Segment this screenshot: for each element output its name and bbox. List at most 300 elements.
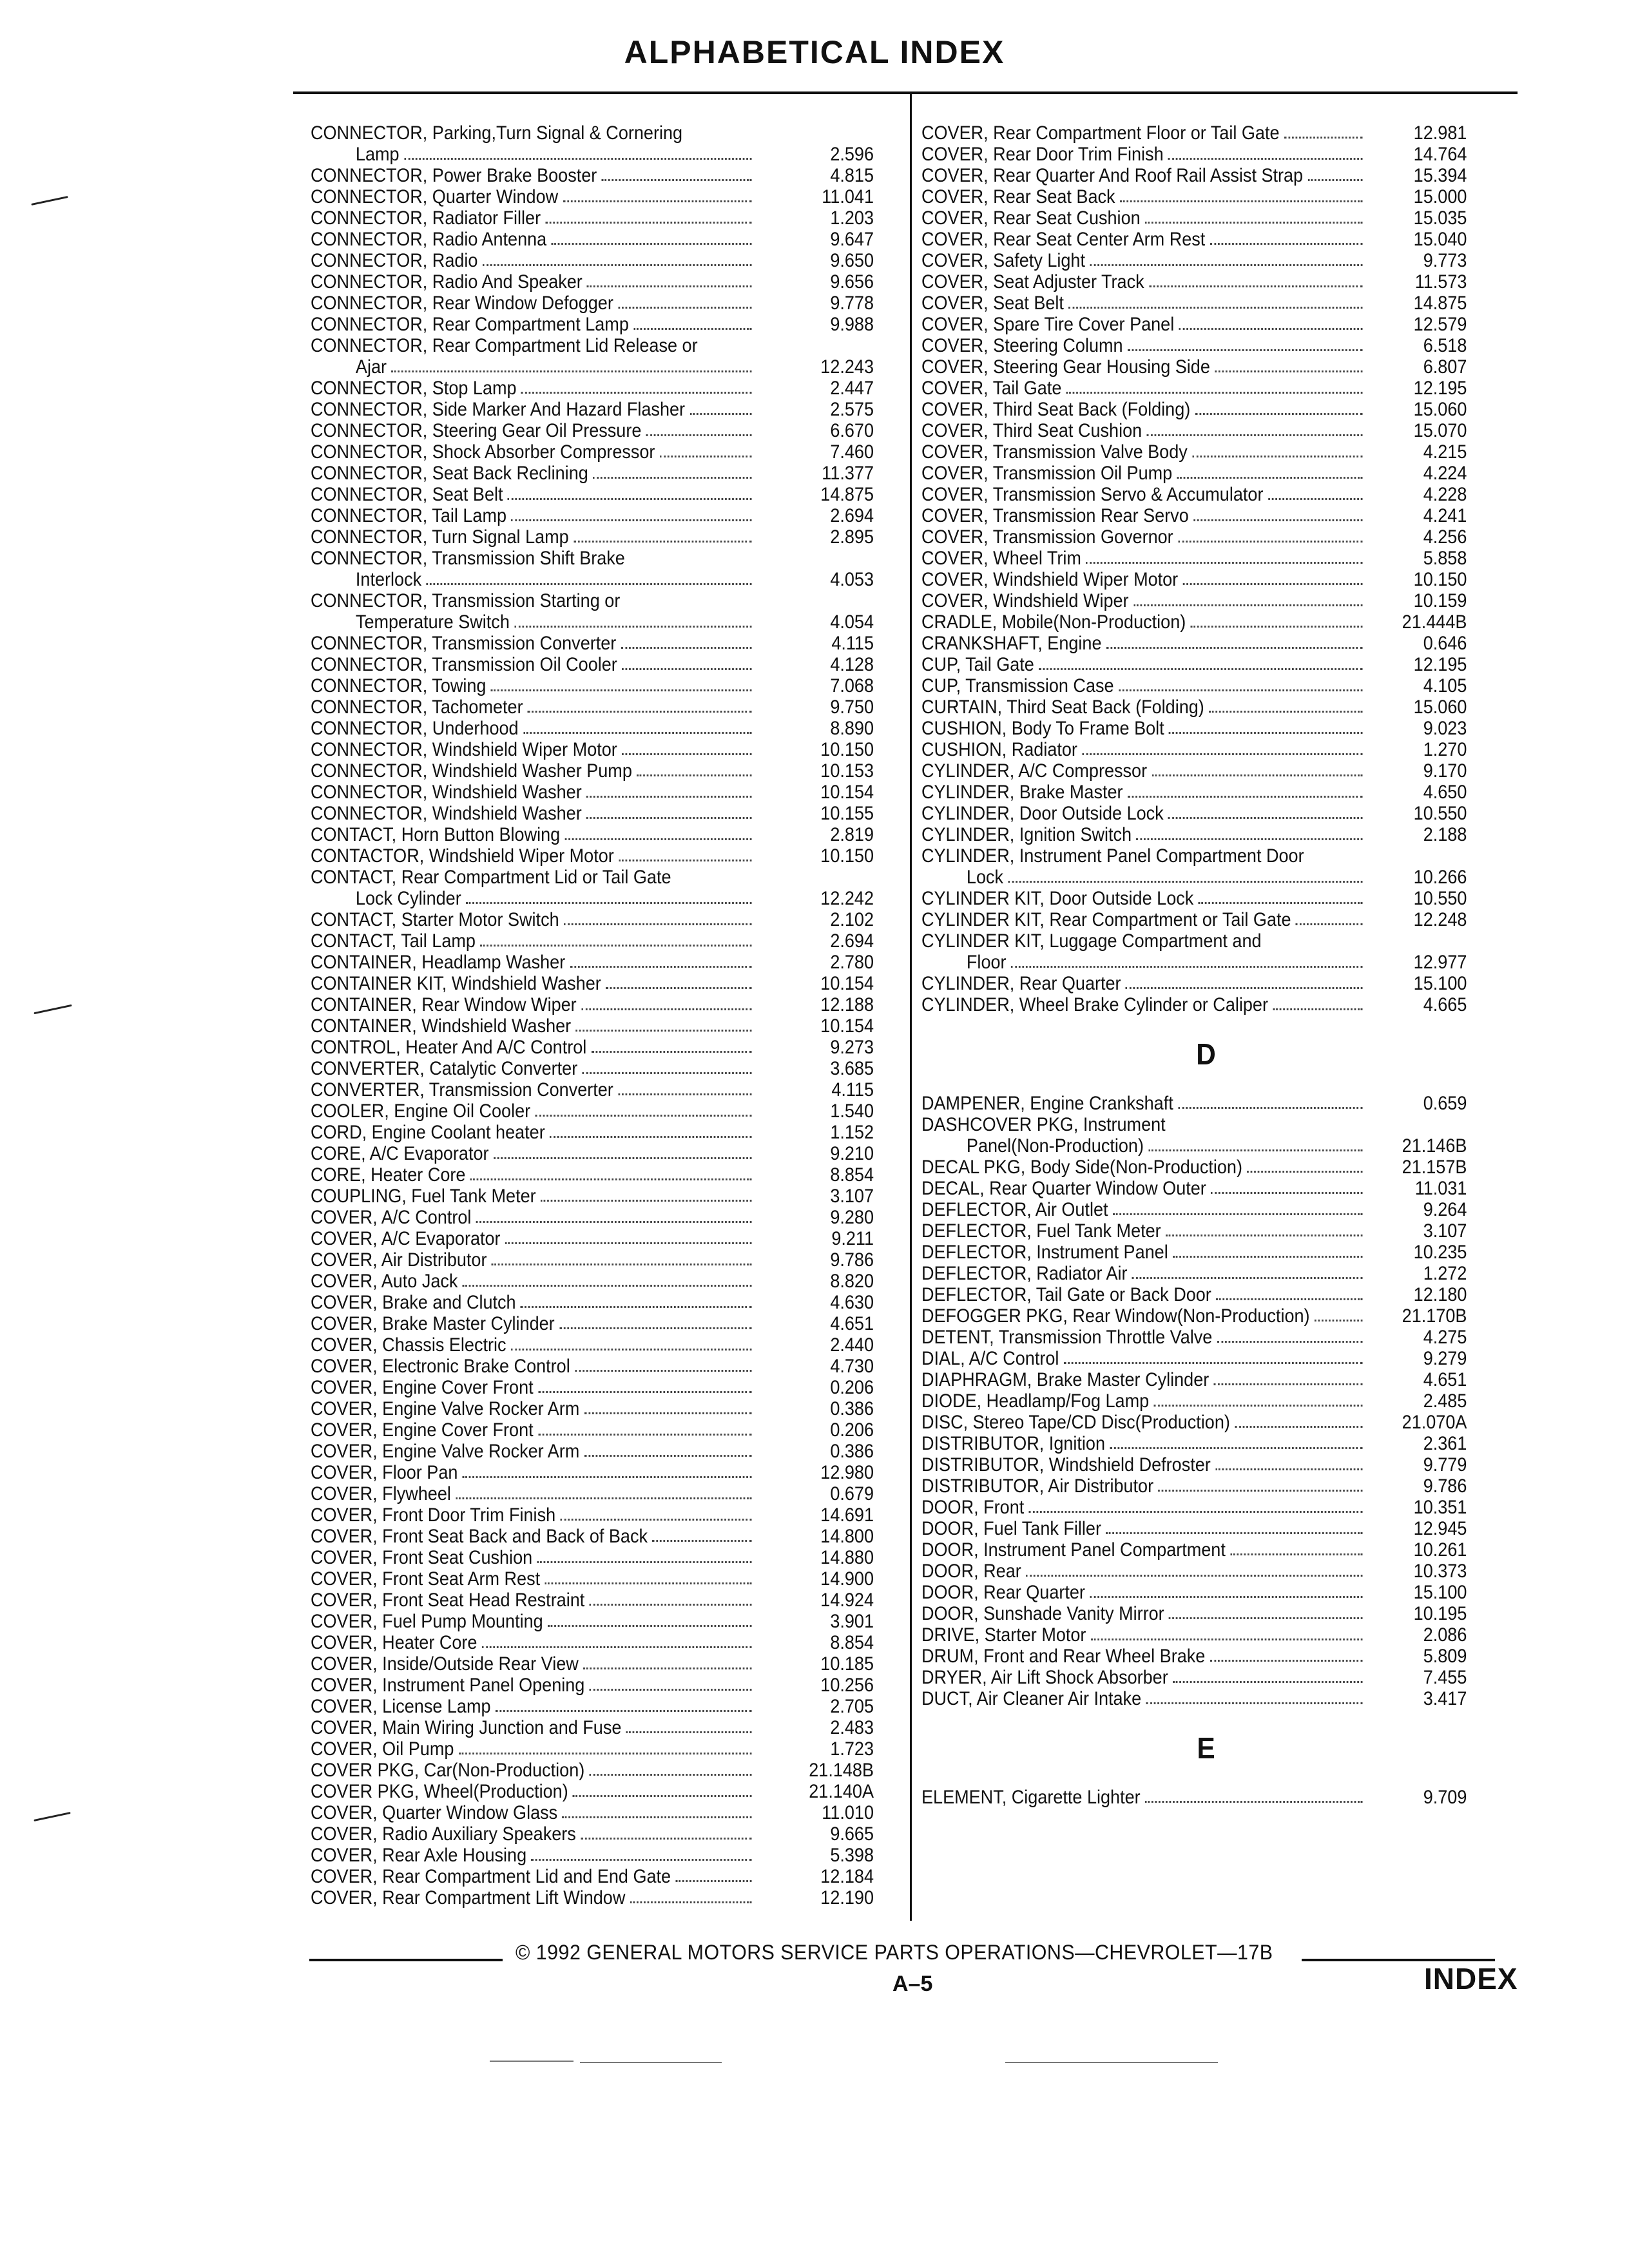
index-entry <box>921 293 1467 314</box>
entry-label: COVER, Oil Pump <box>311 1738 454 1760</box>
index-entry <box>921 144 1467 165</box>
index-entry <box>311 1313 874 1334</box>
entry-page-ref: 7.460 <box>830 441 874 463</box>
entry-page-ref: 4.054 <box>830 611 874 633</box>
dot-leader <box>404 158 752 160</box>
index-entry <box>311 1504 874 1526</box>
dot-leader <box>492 1264 752 1265</box>
dot-leader <box>1110 1447 1362 1449</box>
index-entry <box>921 930 1467 973</box>
entry-label: COVER, Floor Pan <box>311 1462 458 1483</box>
entry-label: CONNECTOR, Rear Compartment Lid Release or <box>311 335 698 356</box>
entry-label: COVER, Transmission Oil Pump <box>921 463 1173 484</box>
entry-page-ref: 11.573 <box>1414 271 1467 293</box>
index-entry <box>921 165 1467 186</box>
dot-leader <box>587 285 751 287</box>
index-entry <box>311 250 874 271</box>
entry-label: CONTAINER, Rear Window Wiper <box>311 994 577 1015</box>
index-entry <box>311 1249 874 1271</box>
entry-label: DEFLECTOR, Air Outlet <box>921 1199 1108 1220</box>
entry-page-ref: 21.140A <box>809 1781 874 1802</box>
dot-leader <box>552 243 752 245</box>
entry-page-ref: 12.980 <box>820 1462 874 1483</box>
dot-leader <box>1183 583 1363 585</box>
entry-label: CONNECTOR, Transmission Converter <box>311 633 617 654</box>
entry-label: COVER, Air Distributor <box>311 1249 487 1271</box>
dot-leader <box>618 307 751 309</box>
index-entry <box>311 229 874 250</box>
dot-leader <box>535 1115 752 1117</box>
entry-label: COVER, Third Seat Back (Folding) <box>921 399 1191 420</box>
entry-page-ref: 9.279 <box>1423 1348 1467 1369</box>
entry-page-ref: 9.786 <box>830 1249 874 1271</box>
index-entry <box>311 952 874 973</box>
entry-page-ref: 21.444B <box>1402 611 1467 633</box>
entry-label: CORE, A/C Evaporator <box>311 1143 489 1164</box>
entry-page-ref: 12.195 <box>1413 378 1467 399</box>
dot-leader <box>1029 1511 1363 1513</box>
page-number: A–5 <box>892 1972 933 1996</box>
dot-leader <box>1152 774 1362 776</box>
entry-page-ref: 10.185 <box>820 1653 874 1675</box>
dot-leader <box>1284 137 1363 139</box>
index-entry <box>311 1696 874 1717</box>
dot-leader <box>1214 1383 1363 1385</box>
entry-label: DISTRIBUTOR, Ignition <box>921 1433 1105 1454</box>
index-entry <box>921 569 1467 590</box>
dot-leader <box>583 1667 751 1669</box>
entry-page-ref: 21.157B <box>1402 1157 1467 1178</box>
entry-page-ref: 4.115 <box>831 1079 874 1100</box>
entry-page-ref: 1.272 <box>1423 1263 1467 1284</box>
dot-leader <box>494 1157 752 1159</box>
entry-label: COVER, Third Seat Cushion <box>921 420 1142 441</box>
index-entry <box>311 1568 874 1590</box>
dot-leader <box>1082 753 1362 755</box>
dot-leader <box>592 1051 752 1053</box>
entry-label: COVER, Transmission Servo & Accumulator <box>921 484 1264 505</box>
entry-page-ref: 2.575 <box>830 399 874 420</box>
entry-label: COVER, Electronic Brake Control <box>311 1356 570 1377</box>
entry-label: CONNECTOR, Seat Belt <box>311 484 503 505</box>
entry-page-ref: 9.211 <box>831 1228 874 1249</box>
entry-label: DOOR, Sunshade Vanity Mirror <box>921 1603 1164 1624</box>
index-entry <box>921 888 1467 909</box>
index-entry <box>921 505 1467 526</box>
dot-leader <box>1168 817 1362 819</box>
dot-leader <box>652 1540 751 1542</box>
index-entry <box>311 463 874 484</box>
entry-label: CUP, Transmission Case <box>921 675 1114 697</box>
index-entry <box>311 526 874 548</box>
dot-leader <box>1216 1298 1362 1300</box>
dot-leader <box>637 774 751 776</box>
entry-label: CYLINDER, Rear Quarter <box>921 973 1121 994</box>
entry-label: DOOR, Front <box>921 1497 1025 1518</box>
index-entry <box>921 739 1467 760</box>
header-rule <box>293 91 1518 94</box>
dot-leader <box>1066 392 1363 394</box>
dot-leader <box>1119 689 1363 691</box>
index-entry <box>311 1377 874 1398</box>
index-entry <box>921 314 1467 335</box>
entry-label-continued: Floor <box>966 952 1007 973</box>
dot-leader <box>545 222 751 224</box>
index-entry <box>311 484 874 505</box>
entry-label: COVER, Steering Column <box>921 335 1123 356</box>
index-entry <box>921 1348 1467 1369</box>
dot-leader <box>633 328 751 330</box>
dot-leader <box>1173 1256 1362 1258</box>
dot-leader <box>541 1200 751 1202</box>
dot-leader <box>1230 1553 1362 1555</box>
entry-page-ref: 7.455 <box>1423 1667 1467 1688</box>
dot-leader <box>1247 1171 1362 1173</box>
index-entry <box>311 1781 874 1802</box>
index-entry <box>311 1441 874 1462</box>
entry-label: CYLINDER KIT, Door Outside Lock <box>921 888 1194 909</box>
index-entry <box>921 229 1467 250</box>
index-entry <box>311 378 874 399</box>
index-entry <box>311 186 874 207</box>
entry-label: CORD, Engine Coolant heater <box>311 1122 545 1143</box>
entry-label: COVER, Brake Master Cylinder <box>311 1313 555 1334</box>
entry-page-ref: 10.150 <box>1413 569 1467 590</box>
index-entry <box>921 484 1467 505</box>
index-entry <box>311 1079 874 1100</box>
entry-page-ref: 2.361 <box>1423 1433 1467 1454</box>
entry-page-ref: 14.924 <box>820 1590 874 1611</box>
entry-label: COVER, Transmission Rear Servo <box>921 505 1189 526</box>
entry-page-ref: 8.890 <box>830 718 874 739</box>
index-list-d <box>921 1093 1467 1709</box>
dot-leader <box>1026 1575 1362 1577</box>
entry-page-ref: 10.256 <box>820 1675 874 1696</box>
dot-leader <box>560 1519 751 1521</box>
entry-page-ref: 15.394 <box>1413 165 1467 186</box>
entry-page-ref: 4.115 <box>831 633 874 654</box>
entry-label: COVER PKG, Wheel(Production) <box>311 1781 568 1802</box>
entry-page-ref: 2.447 <box>830 378 874 399</box>
dot-leader <box>564 923 751 925</box>
dot-leader <box>590 1689 752 1691</box>
entry-label: COUPLING, Fuel Tank Meter <box>311 1186 536 1207</box>
dot-leader <box>622 668 751 670</box>
dot-leader <box>1136 838 1362 840</box>
dot-leader <box>1154 1405 1363 1407</box>
index-entry <box>311 1100 874 1122</box>
index-entry <box>311 782 874 803</box>
index-entry <box>311 803 874 824</box>
entry-page-ref: 14.875 <box>1413 293 1467 314</box>
entry-label: DAMPENER, Engine Crankshaft <box>921 1093 1173 1114</box>
entry-label: DOOR, Instrument Panel Compartment <box>921 1539 1226 1561</box>
entry-label: COVER, License Lamp <box>311 1696 491 1717</box>
entry-page-ref: 12.248 <box>1413 909 1467 930</box>
entry-page-ref: 4.651 <box>830 1313 874 1334</box>
entry-label: COVER, Heater Core <box>311 1632 477 1653</box>
index-entry <box>921 633 1467 654</box>
entry-label: DECAL, Rear Quarter Window Outer <box>921 1178 1206 1199</box>
entry-label: CONNECTOR, Underhood <box>311 718 519 739</box>
entry-label: DEFLECTOR, Tail Gate or Back Door <box>921 1284 1211 1305</box>
entry-page-ref: 15.060 <box>1413 697 1467 718</box>
dot-leader <box>1132 1277 1363 1279</box>
dot-leader <box>1173 1681 1362 1683</box>
index-entry <box>921 1093 1467 1114</box>
index-entry <box>921 441 1467 463</box>
entry-label: CONTACT, Starter Motor Switch <box>311 909 559 930</box>
entry-label: CYLINDER KIT, Rear Compartment or Tail Gate <box>921 909 1291 930</box>
index-entry <box>311 1356 874 1377</box>
dot-leader <box>463 1285 752 1287</box>
index-entry <box>921 186 1467 207</box>
entry-label: COVER, Engine Valve Rocker Arm <box>311 1398 580 1419</box>
dot-leader <box>1192 456 1362 457</box>
entry-label: COVER, Front Seat Back and Back of Back <box>311 1526 648 1547</box>
entry-label: CONTAINER KIT, Windshield Washer <box>311 973 601 994</box>
entry-page-ref: 2.895 <box>830 526 874 548</box>
index-entry <box>311 654 874 675</box>
dot-leader <box>1145 1801 1362 1803</box>
index-entry <box>311 548 874 590</box>
entry-page-ref: 12.945 <box>1413 1518 1467 1539</box>
index-entry <box>921 1220 1467 1242</box>
dot-leader <box>1178 1107 1362 1109</box>
entry-label: CONNECTOR, Tail Lamp <box>311 505 507 526</box>
entry-label: COVER, Seat Belt <box>921 293 1064 314</box>
entry-page-ref: 5.858 <box>1423 548 1467 569</box>
entry-page-ref: 10.351 <box>1413 1497 1467 1518</box>
dot-leader <box>1195 413 1363 415</box>
dot-leader <box>1177 477 1363 479</box>
entry-page-ref: 15.000 <box>1413 186 1467 207</box>
index-entry <box>311 1887 874 1908</box>
entry-label: CONTACT, Rear Compartment Lid or Tail Gate <box>311 867 671 888</box>
dot-leader <box>1148 1149 1362 1151</box>
index-entry <box>921 1624 1467 1646</box>
entry-label: CYLINDER, Wheel Brake Cylinder or Caliper <box>921 994 1268 1015</box>
entry-label: CONNECTOR, Windshield Wiper Motor <box>311 739 617 760</box>
dot-leader <box>1158 1490 1362 1492</box>
index-entry <box>921 1327 1467 1348</box>
entry-label: DEFLECTOR, Instrument Panel <box>921 1242 1168 1263</box>
entry-page-ref: 3.417 <box>1423 1688 1467 1709</box>
entry-page-ref: 4.630 <box>830 1292 874 1313</box>
index-entry <box>921 973 1467 994</box>
dot-leader <box>574 541 751 543</box>
dot-leader <box>491 689 752 691</box>
index-entry <box>921 1454 1467 1475</box>
index-entry <box>921 1582 1467 1603</box>
entry-label: COVER, Engine Valve Rocker Arm <box>311 1441 580 1462</box>
entry-page-ref: 1.152 <box>830 1122 874 1143</box>
index-entry <box>311 760 874 782</box>
dot-leader <box>1133 604 1363 606</box>
entry-label: CUP, Tail Gate <box>921 654 1034 675</box>
entry-page-ref: 12.579 <box>1413 314 1467 335</box>
index-entry <box>921 845 1467 888</box>
dot-leader <box>1145 222 1362 224</box>
entry-label: DISC, Stereo Tape/CD Disc(Production) <box>921 1412 1230 1433</box>
entry-label: CONVERTER, Catalytic Converter <box>311 1058 578 1079</box>
dot-leader <box>1191 626 1363 628</box>
entry-page-ref: 4.053 <box>830 569 874 590</box>
index-list-left <box>311 122 874 1908</box>
entry-label: DEFOGGER PKG, Rear Window(Non-Production) <box>921 1305 1310 1327</box>
index-entry <box>311 505 874 526</box>
entry-page-ref: 4.730 <box>830 1356 874 1377</box>
entry-label: COVER, Rear Seat Back <box>921 186 1115 207</box>
index-entry <box>311 845 874 867</box>
dot-leader <box>511 1349 752 1350</box>
entry-page-ref: 8.854 <box>830 1632 874 1653</box>
entry-label: COVER, Inside/Outside Rear View <box>311 1653 579 1675</box>
dot-leader <box>511 519 751 521</box>
dot-leader <box>586 796 751 798</box>
dot-leader <box>660 456 752 457</box>
index-entry <box>921 356 1467 378</box>
entry-label: CONNECTOR, Windshield Washer <box>311 782 582 803</box>
entry-page-ref: 11.041 <box>822 186 874 207</box>
dot-leader <box>1086 562 1362 564</box>
index-entry <box>921 335 1467 356</box>
index-entry <box>311 1207 874 1228</box>
entry-page-ref: 10.159 <box>1413 590 1467 611</box>
index-column-right <box>921 122 1467 1808</box>
dot-leader <box>1210 243 1363 245</box>
entry-page-ref: 2.483 <box>830 1717 874 1738</box>
entry-page-ref: 12.190 <box>820 1887 874 1908</box>
entry-page-ref: 9.750 <box>830 697 874 718</box>
index-entry <box>311 1611 874 1632</box>
entry-label: COVER, Rear Quarter And Roof Rail Assist Strap <box>921 165 1304 186</box>
entry-label: CONTACT, Tail Lamp <box>311 930 476 952</box>
entry-page-ref: 9.647 <box>830 229 874 250</box>
dot-leader <box>1090 1596 1362 1598</box>
dot-leader <box>563 1816 752 1818</box>
index-entry <box>311 590 874 633</box>
page-title: ALPHABETICAL INDEX <box>624 34 1005 70</box>
index-entry <box>311 1590 874 1611</box>
entry-label: CONNECTOR, Radio <box>311 250 478 271</box>
entry-label: COVER, Main Wiring Junction and Fuse <box>311 1717 622 1738</box>
entry-page-ref: 10.155 <box>820 803 874 824</box>
entry-label: DIODE, Headlamp/Fog Lamp <box>921 1390 1150 1412</box>
index-column-left <box>311 122 874 1908</box>
entry-label: CONNECTOR, Turn Signal Lamp <box>311 526 569 548</box>
dot-leader <box>463 1476 752 1478</box>
dot-leader <box>538 1434 751 1436</box>
binder-hole-mark <box>31 196 68 206</box>
index-entry <box>921 760 1467 782</box>
dot-leader <box>1235 1426 1362 1428</box>
index-entry <box>311 718 874 739</box>
entry-label: COVER, Seat Adjuster Track <box>921 271 1144 293</box>
entry-page-ref: 7.068 <box>830 675 874 697</box>
entry-label-continued: Lock <box>966 867 1004 888</box>
index-entry <box>311 994 874 1015</box>
index-entry <box>311 1866 874 1887</box>
index-entry <box>921 399 1467 420</box>
index-entry <box>921 420 1467 441</box>
index-entry <box>921 1787 1467 1808</box>
entry-page-ref: 4.128 <box>830 654 874 675</box>
entry-label: COVER, Front Seat Arm Rest <box>311 1568 541 1590</box>
entry-page-ref: 2.694 <box>830 505 874 526</box>
entry-page-ref: 3.107 <box>1423 1220 1467 1242</box>
index-entry <box>311 1738 874 1760</box>
index-entry <box>921 803 1467 824</box>
entry-page-ref: 1.270 <box>1423 739 1467 760</box>
entry-label: CYLINDER, A/C Compressor <box>921 760 1148 782</box>
index-entry <box>921 1242 1467 1263</box>
index-entry <box>311 1526 874 1547</box>
entry-label: DUCT, Air Cleaner Air Intake <box>921 1688 1142 1709</box>
dot-leader <box>675 1880 751 1882</box>
entry-label: DOOR, Fuel Tank Filler <box>921 1518 1101 1539</box>
entry-page-ref: 11.377 <box>822 463 874 484</box>
entry-page-ref: 10.266 <box>1413 867 1467 888</box>
entry-page-ref: 9.273 <box>830 1037 874 1058</box>
index-entry <box>921 697 1467 718</box>
index-entry <box>921 654 1467 675</box>
dot-leader <box>1199 902 1363 904</box>
entry-label: CYLINDER KIT, Luggage Compartment and <box>921 930 1262 952</box>
dot-leader <box>1273 1008 1362 1010</box>
entry-label: CYLINDER, Ignition Switch <box>921 824 1132 845</box>
section-letter-e: E <box>1197 1731 1215 1765</box>
index-entry <box>311 1058 874 1079</box>
entry-page-ref: 10.195 <box>1413 1603 1467 1624</box>
entry-label: CONTACT, Horn Button Blowing <box>311 824 561 845</box>
index-entry <box>921 1412 1467 1433</box>
dot-leader <box>480 945 751 947</box>
dot-leader <box>496 1710 752 1712</box>
entry-label: CRADLE, Mobile(Non-Production) <box>921 611 1186 633</box>
entry-label: CONNECTOR, Steering Gear Oil Pressure <box>311 420 642 441</box>
entry-label: COVER, Radio Auxiliary Speakers <box>311 1823 576 1845</box>
entry-page-ref: 9.779 <box>1423 1454 1467 1475</box>
index-entry <box>921 271 1467 293</box>
dot-leader <box>622 753 751 755</box>
index-entry <box>311 1462 874 1483</box>
entry-page-ref: 12.977 <box>1413 952 1467 973</box>
index-entry <box>921 782 1467 803</box>
index-entry <box>921 1518 1467 1539</box>
entry-page-ref: 9.778 <box>830 293 874 314</box>
entry-label: CONNECTOR, Radio And Speaker <box>311 271 583 293</box>
entry-page-ref: 12.195 <box>1413 654 1467 675</box>
index-entry <box>921 1305 1467 1327</box>
entry-page-ref: 12.981 <box>1413 122 1467 144</box>
dot-leader <box>1178 541 1362 543</box>
entry-page-ref: 5.398 <box>830 1845 874 1866</box>
dot-leader <box>584 1455 752 1457</box>
entry-label: COVER, Transmission Governor <box>921 526 1173 548</box>
entry-label: CONNECTOR, Transmission Starting or <box>311 590 621 611</box>
entry-page-ref: 2.780 <box>830 952 874 973</box>
entry-page-ref: 2.188 <box>1423 824 1467 845</box>
index-entry <box>921 378 1467 399</box>
entry-page-ref: 0.646 <box>1423 633 1467 654</box>
index-entry <box>311 1632 874 1653</box>
entry-label-continued: Panel(Non-Production) <box>966 1135 1144 1157</box>
entry-label: CONNECTOR, Windshield Washer <box>311 803 582 824</box>
entry-page-ref: 10.550 <box>1413 888 1467 909</box>
entry-label: COVER, Rear Axle Housing <box>311 1845 527 1866</box>
index-entry <box>921 675 1467 697</box>
